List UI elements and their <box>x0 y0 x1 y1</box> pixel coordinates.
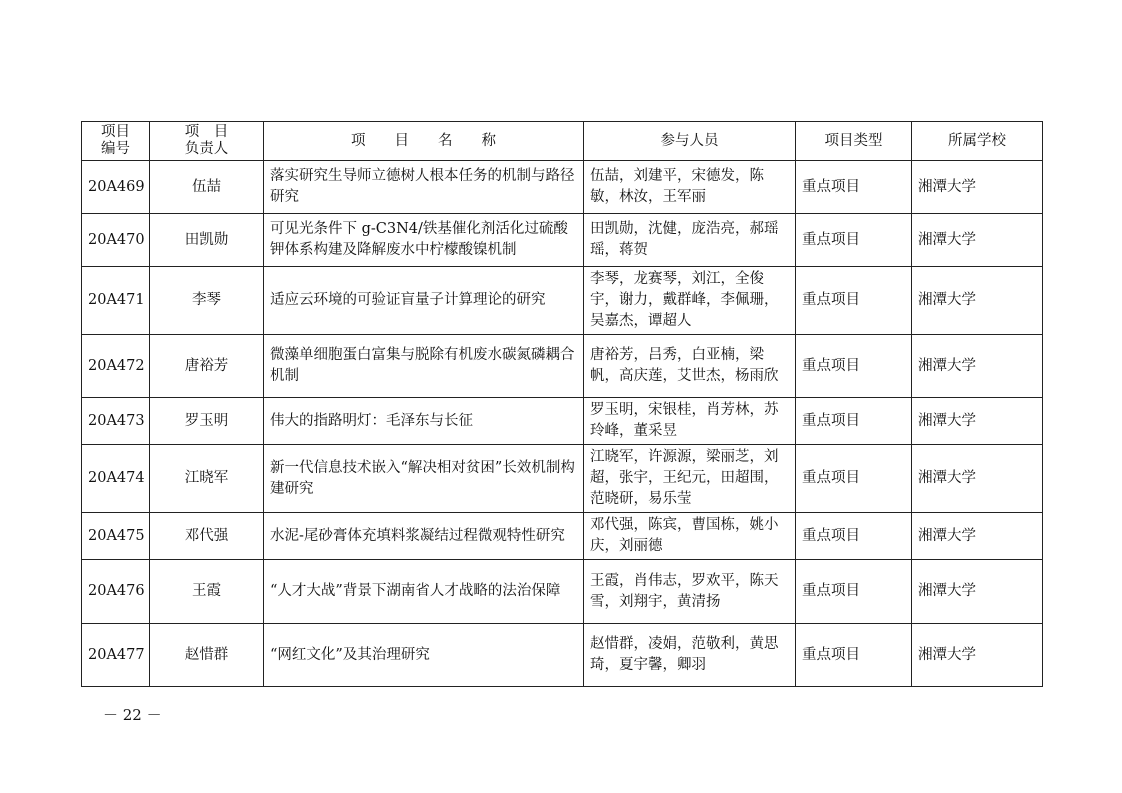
cell-school: 湘潭大学 <box>912 214 1043 267</box>
header-leader: 项 目 负责人 <box>150 122 264 161</box>
cell-participants: 江晓军，许源源，梁丽芝，刘超，张宇，王纪元，田超围，范晓研，易乐莹 <box>584 445 796 513</box>
project-table <box>81 121 1043 687</box>
cell-project-leader: 邓代强 <box>150 513 264 560</box>
cell-project-name: 水泥-尾砂膏体充填料浆凝结过程微观特性研究 <box>264 513 584 560</box>
table-row <box>82 624 1043 687</box>
cell-project-id: 20A473 <box>82 398 150 445</box>
cell-school: 湘潭大学 <box>912 267 1043 335</box>
cell-participants: 罗玉明，宋银桂，肖芳林，苏玲峰，董采昱 <box>584 398 796 445</box>
cell-project-id: 20A475 <box>82 513 150 560</box>
cell-project-type: 重点项目 <box>796 161 912 214</box>
cell-project-name: 适应云环境的可验证盲量子计算理论的研究 <box>264 267 584 335</box>
cell-participants: 李琴，龙赛琴，刘江，全俊宇，谢力，戴群峰，李佩珊，吴嘉杰，谭超人 <box>584 267 796 335</box>
cell-project-id: 20A476 <box>82 560 150 624</box>
cell-project-leader: 伍喆 <box>150 161 264 214</box>
table-row <box>82 161 1043 214</box>
cell-participants: 田凯勋，沈健，庞浩亮，郝瑶瑶，蒋贺 <box>584 214 796 267</box>
table-row <box>82 513 1043 560</box>
cell-project-type: 重点项目 <box>796 398 912 445</box>
header-school: 所属学校 <box>912 122 1043 161</box>
cell-project-id: 20A469 <box>82 161 150 214</box>
cell-project-type: 重点项目 <box>796 214 912 267</box>
cell-project-id: 20A477 <box>82 624 150 687</box>
cell-school: 湘潭大学 <box>912 560 1043 624</box>
cell-project-type: 重点项目 <box>796 445 912 513</box>
table-row <box>82 445 1043 513</box>
cell-project-id: 20A474 <box>82 445 150 513</box>
cell-participants: 王霞，肖伟志，罗欢平，陈天雪，刘翔宇，黄清扬 <box>584 560 796 624</box>
cell-project-name: 新一代信息技术嵌入“解决相对贫困”长效机制构建研究 <box>264 445 584 513</box>
header-name: 项 目 名 称 <box>264 122 584 161</box>
cell-project-leader: 李琴 <box>150 267 264 335</box>
cell-project-name: “网红文化”及其治理研究 <box>264 624 584 687</box>
cell-project-name: 微藻单细胞蛋白富集与脱除有机废水碳氮磷耦合机制 <box>264 335 584 398</box>
cell-project-name: “人才大战”背景下湖南省人才战略的法治保障 <box>264 560 584 624</box>
header-id: 项目 编号 <box>82 122 150 161</box>
table-row <box>82 214 1043 267</box>
cell-project-leader: 田凯勋 <box>150 214 264 267</box>
cell-school: 湘潭大学 <box>912 513 1043 560</box>
cell-project-type: 重点项目 <box>796 624 912 687</box>
cell-project-leader: 唐裕芳 <box>150 335 264 398</box>
cell-school: 湘潭大学 <box>912 445 1043 513</box>
cell-project-type: 重点项目 <box>796 335 912 398</box>
cell-project-name: 伟大的指路明灯：毛泽东与长征 <box>264 398 584 445</box>
cell-school: 湘潭大学 <box>912 335 1043 398</box>
cell-project-id: 20A472 <box>82 335 150 398</box>
cell-school: 湘潭大学 <box>912 398 1043 445</box>
header-type: 项目类型 <box>796 122 912 161</box>
cell-project-id: 20A471 <box>82 267 150 335</box>
cell-school: 湘潭大学 <box>912 161 1043 214</box>
table-header-row <box>82 122 1043 161</box>
table-row <box>82 335 1043 398</box>
cell-project-name: 可见光条件下 g-C3N4/铁基催化剂活化过硫酸钾体系构建及降解废水中柠檬酸镍机制 <box>264 214 584 267</box>
cell-participants: 赵惜群，凌娟，范敬利，黄思琦，夏宇馨，卿羽 <box>584 624 796 687</box>
cell-project-type: 重点项目 <box>796 560 912 624</box>
cell-project-name: 落实研究生导师立德树人根本任务的机制与路径研究 <box>264 161 584 214</box>
cell-project-id: 20A470 <box>82 214 150 267</box>
table-row <box>82 398 1043 445</box>
header-members: 参与人员 <box>584 122 796 161</box>
cell-project-leader: 王霞 <box>150 560 264 624</box>
cell-school: 湘潭大学 <box>912 624 1043 687</box>
cell-participants: 唐裕芳，吕秀，白亚楠，梁帆，高庆莲，艾世杰，杨雨欣 <box>584 335 796 398</box>
cell-project-leader: 赵惜群 <box>150 624 264 687</box>
cell-participants: 邓代强，陈宾，曹国栋，姚小庆，刘丽德 <box>584 513 796 560</box>
cell-project-leader: 江晓军 <box>150 445 264 513</box>
table-row <box>82 560 1043 624</box>
page-number: － 22 － <box>103 706 162 724</box>
table-row <box>82 267 1043 335</box>
cell-project-type: 重点项目 <box>796 267 912 335</box>
cell-project-type: 重点项目 <box>796 513 912 560</box>
cell-project-leader: 罗玉明 <box>150 398 264 445</box>
cell-participants: 伍喆，刘建平，宋德发，陈敏，林汝，王军丽 <box>584 161 796 214</box>
